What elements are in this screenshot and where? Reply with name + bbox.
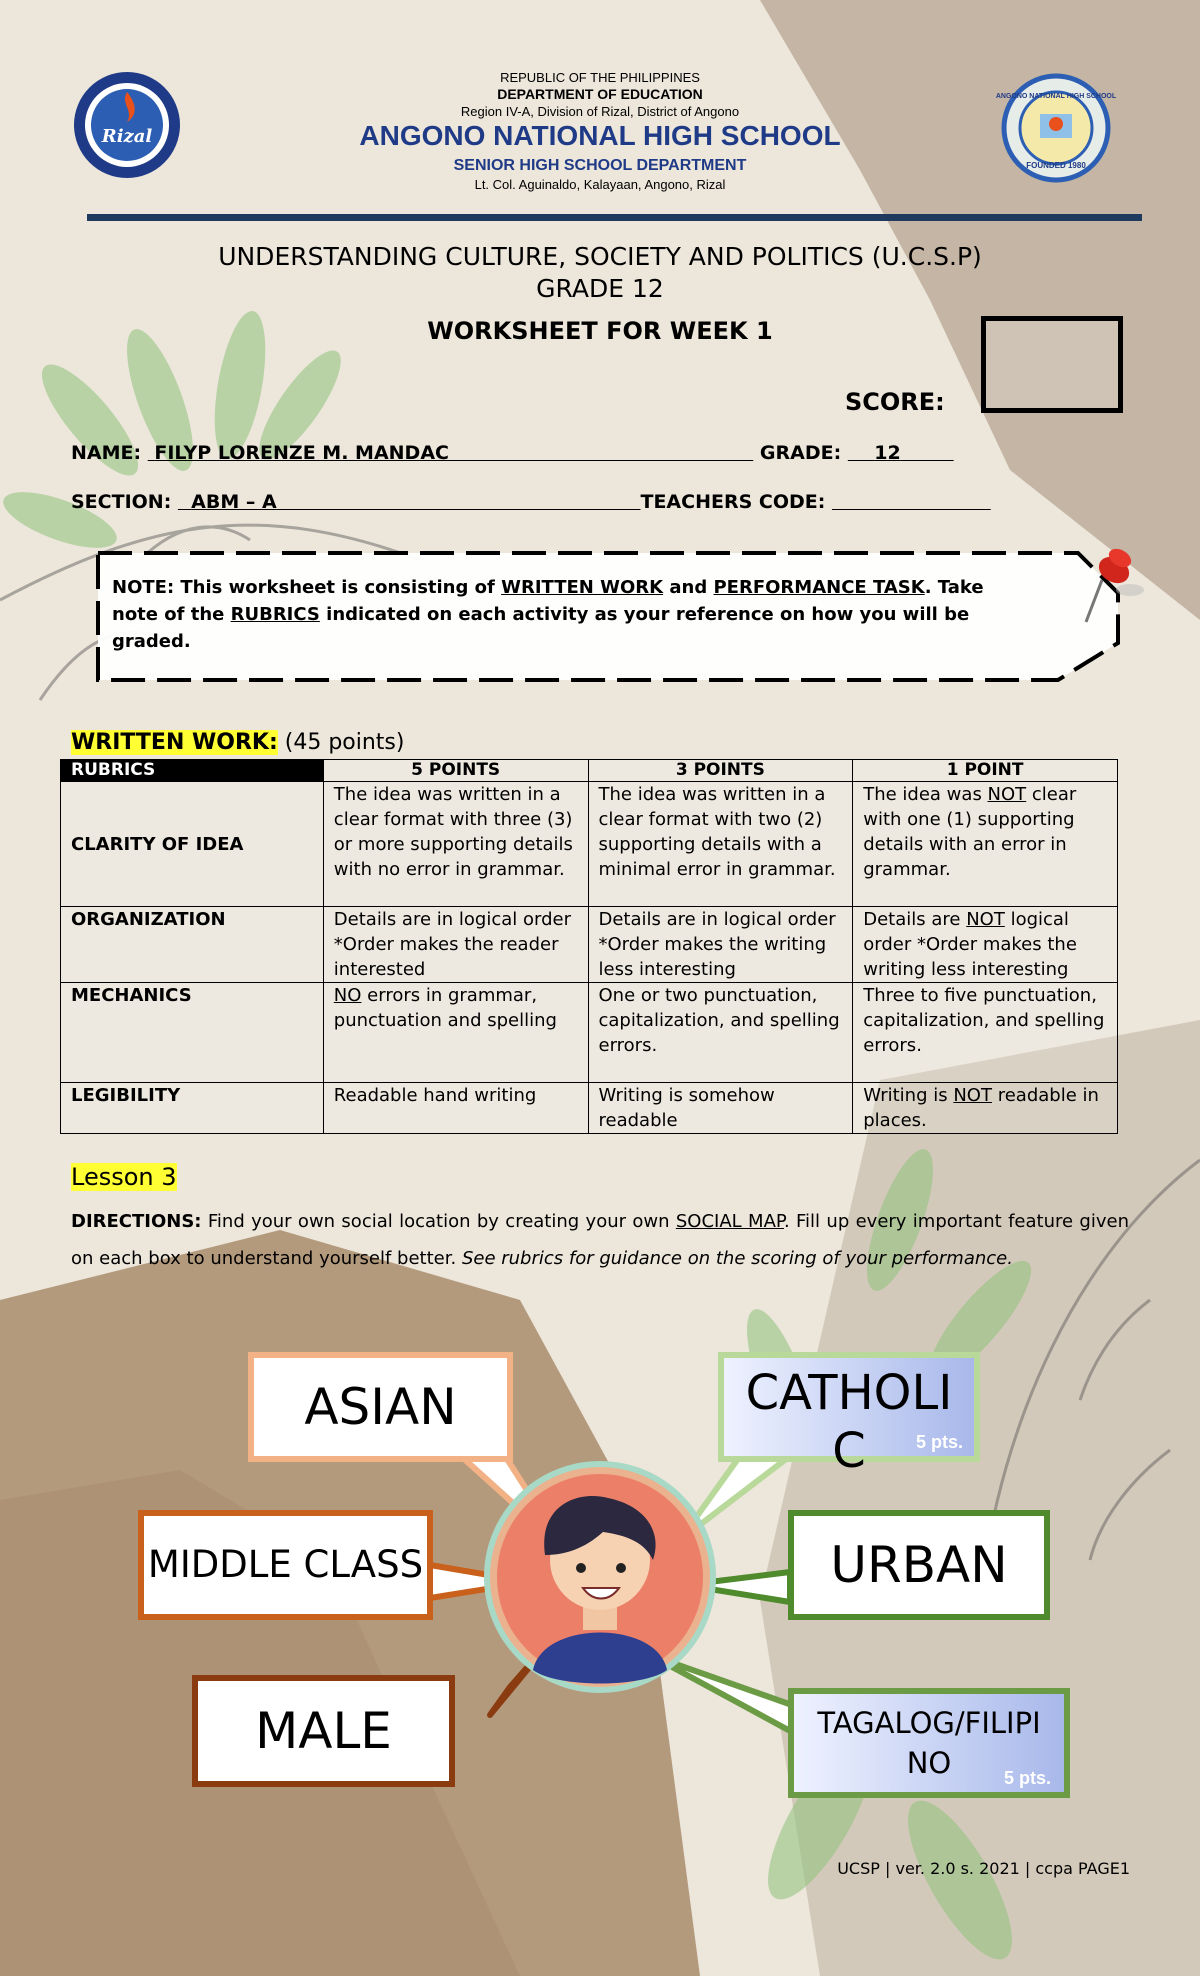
grade-value[interactable]: 12 — [874, 442, 901, 464]
points-badge: 5 pts. — [256, 1432, 304, 1452]
points-badge: 5 pts. — [980, 1592, 1028, 1612]
rubrics-header-row — [61, 760, 1118, 782]
table-row — [61, 983, 1118, 1083]
score-box[interactable] — [981, 316, 1123, 413]
school-name: ANGONO NATIONAL HIGH SCHOOL — [359, 120, 841, 151]
rubric-cell: Details are in logical order *Order makes the reader interested — [323, 907, 588, 983]
rubric-cell: Writing is NOT readable in places. — [853, 1083, 1118, 1134]
rubric-cell: Details are NOT logical order *Order makes the writing less interesting — [853, 907, 1118, 983]
rubric-cell: Writing is somehow readable — [588, 1083, 853, 1134]
section-label: SECTION: — [71, 491, 178, 513]
rubric-cell: Readable hand writing — [323, 1083, 588, 1134]
directions-text: DIRECTIONS: Find your own social location by creating your own SOCIAL MAP. Fill up every important feature given on each box to understand yourself better. See rubrics for guidance on the scoring of your performance. — [71, 1211, 1129, 1269]
svg-text:FOUNDED 1980: FOUNDED 1980 — [1026, 161, 1086, 170]
deped-rizal-logo — [72, 70, 182, 180]
social-box-residence[interactable]: URBAN — [788, 1510, 1050, 1620]
worksheet-title: WORKSHEET FOR WEEK 1 — [427, 317, 773, 345]
shs-department: SENIOR HIGH SCHOOL DEPARTMENT — [453, 157, 747, 174]
table-row — [61, 1083, 1118, 1134]
header-region: Region IV-A, Division of Rizal, District of Angono — [460, 104, 740, 119]
section-value[interactable]: ABM – A — [191, 491, 277, 513]
points-badge: 5 pts. — [208, 1756, 256, 1776]
rubrics-header: 1 POINT — [853, 760, 1118, 782]
school-address: Lt. Col. Aguinaldo, Kalayaan, Angono, Rizal — [474, 177, 726, 192]
rubrics-header: 3 POINTS — [588, 760, 853, 782]
social-box-class[interactable]: MIDDLE CLASS — [138, 1510, 433, 1620]
grade-label: GRADE: — [759, 442, 848, 464]
name-row — [71, 442, 954, 464]
table-row — [61, 782, 1118, 907]
rubrics-header: RUBRICS — [61, 760, 324, 782]
points-badge: 5 pts. — [160, 1592, 208, 1612]
subject-title: UNDERSTANDING CULTURE, SOCIETY AND POLITICS (U.C.S.P) — [218, 242, 982, 271]
grade-level: GRADE 12 — [536, 274, 664, 303]
section-row — [71, 491, 991, 513]
social-box-religion[interactable]: CATHOLI C — [718, 1352, 980, 1462]
pushpin-icon — [1080, 540, 1150, 630]
name-label: NAME: — [71, 442, 148, 464]
criterion-cell: CLARITY OF IDEA — [61, 782, 324, 907]
note-text: NOTE: This worksheet is consisting of WRITTEN WORK and PERFORMANCE TASK. Take note of the RUBRICS indicated on each activity as your reference on how you will be graded. — [112, 577, 984, 652]
rubric-cell: The idea was written in a clear format with three (3) or more supporting details with no error in grammar. — [323, 782, 588, 907]
header-divider — [87, 214, 1142, 221]
lesson-label: Lesson 3 — [71, 1163, 177, 1191]
criterion-cell: ORGANIZATION — [61, 907, 324, 983]
social-box-ethnicity[interactable]: ASIAN — [248, 1352, 513, 1462]
rubrics-header: 5 POINTS — [323, 760, 588, 782]
avatar — [483, 1460, 717, 1694]
teacher-code-value[interactable] — [832, 491, 991, 513]
written-work-label: WRITTEN WORK: — [71, 730, 278, 755]
rubric-cell: NO errors in grammar, punctuation and spelling — [323, 983, 588, 1083]
svg-text:ANGONO NATIONAL HIGH SCHOOL: ANGONO NATIONAL HIGH SCHOOL — [995, 93, 1117, 100]
rubric-cell: The idea was NOT clear with one (1) supporting details with an error in grammar. — [853, 782, 1118, 907]
written-work-heading — [71, 730, 404, 755]
social-box-language[interactable]: TAGALOG/FILIPI NO — [788, 1688, 1070, 1798]
footer-text: UCSP | ver. 2.0 s. 2021 | ccpa PAGE1 — [837, 1859, 1130, 1878]
points-badge: 5 pts. — [1004, 1768, 1052, 1788]
rubric-cell: Three to five punctuation, capitalization, and spelling errors. — [853, 983, 1118, 1083]
teacher-label: TEACHERS CODE: — [640, 491, 832, 513]
criterion-cell: LEGIBILITY — [61, 1083, 324, 1134]
score-label: SCORE: — [845, 388, 945, 416]
header-republic: REPUBLIC OF THE PHILIPPINES — [500, 70, 700, 85]
header-department: DEPARTMENT OF EDUCATION — [497, 86, 703, 102]
name-value[interactable]: FILYP LORENZE M. MANDAC — [154, 442, 449, 464]
points-badge: 5 pts. — [916, 1432, 964, 1452]
svg-text:Rizal: Rizal — [101, 126, 153, 147]
criterion-cell: MECHANICS — [61, 983, 324, 1083]
rubric-cell: One or two punctuation, capitalization, and spelling errors. — [588, 983, 853, 1083]
table-row — [61, 907, 1118, 983]
school-seal-logo — [995, 74, 1117, 182]
social-box-gender[interactable]: MALE — [192, 1675, 455, 1787]
written-work-points: (45 points) — [277, 730, 405, 755]
rubric-cell: Details are in logical order *Order makes the writing less interesting — [588, 907, 853, 983]
rubric-cell: The idea was written in a clear format with two (2) supporting details with a minimal error in grammar. — [588, 782, 853, 907]
rubrics-table — [60, 759, 1118, 1134]
